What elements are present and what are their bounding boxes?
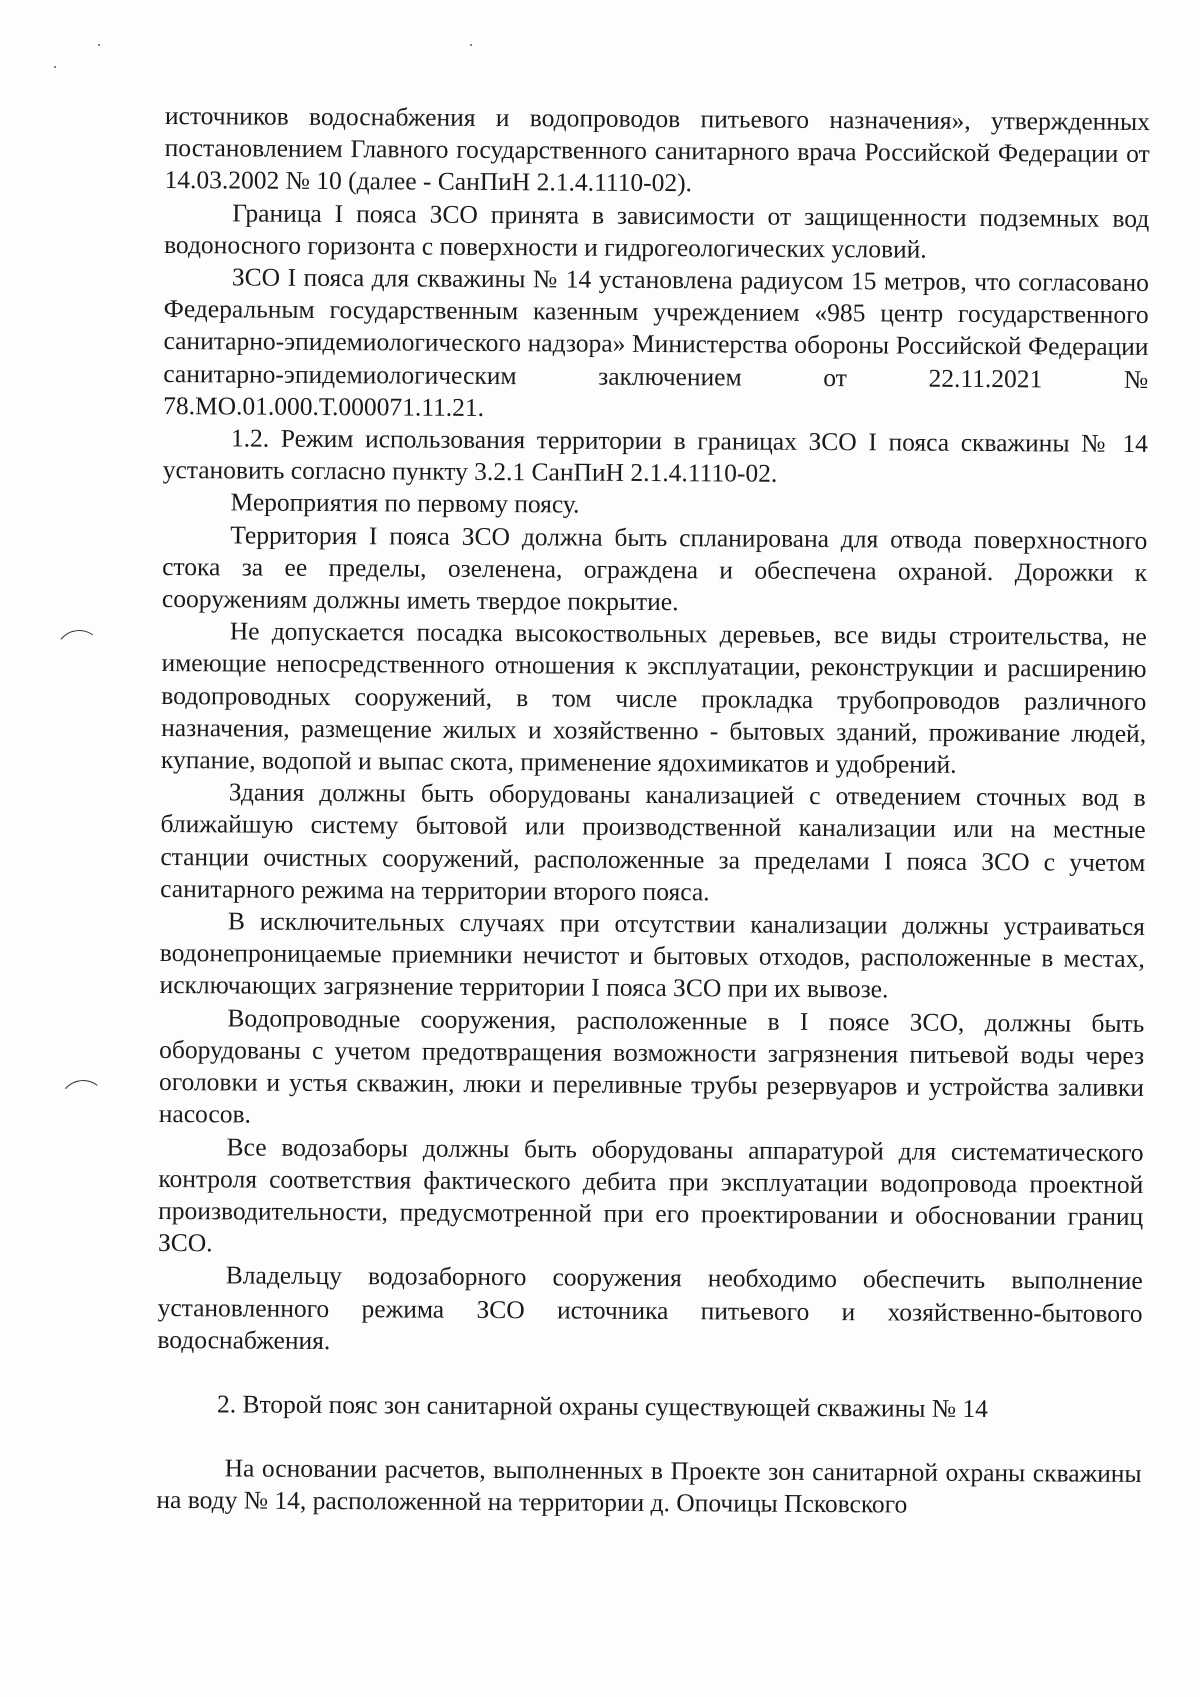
paragraph: Мероприятия по первому поясу. [230,487,580,519]
paragraph: Водопроводные сооружения, расположенные в I поясе ЗСО, должны быть оборудованы с учетом предотвращения возможности загрязнения питьевой воды через оголовки и устья скважин, люки и переливные трубы резервуаров и устройства заливки насосов. [158,1003,1145,1129]
paragraph: В исключительных случаях при отсутствии канализации должны устраиваться водонепроницаемые приемники нечистот и бытовых отходов, расположенные в местах, исключающих загрязнение территории I пояса ЗСО при их вывозе. [159,906,1146,1004]
paragraph: Не допускается посадка высокоствольных деревьев, все виды строительства, не имеющие непосредственного отношения к эксплуатации, реконструкции и расширению водопроводных сооружений, в том числе прокладка трубопроводов различного назначения, размещение жилых и хозяйственно - бытовых зданий, проживание людей, купание, водопой и выпас скота, применение ядохимикатов и удобрений. [160,616,1147,779]
scan-speck [98,44,100,46]
paragraph: На основании расчетов, выполненных в Проекте зон санитарной охраны скважины на воду № 14, расположенной на территории д. Опочицы Псковского [156,1453,1142,1519]
paragraph: Территория I пояса ЗСО должна быть спланирована для отвода поверхностного стока за ее пределы, озеленена, ограждена и обеспечена охраной. Дорожки к сооружениям должны иметь твердое покрытие. [161,520,1148,617]
hole-punch-mark [58,1078,108,1128]
section-heading: 2. Второй пояс зон санитарной охраны существующей скважины № 14 [216,1389,989,1423]
scan-speck [470,44,472,46]
paragraph: Здания должны быть оборудованы канализацией с отведением сточных вод в ближайшую систему бытовой или производственной канализации или на местные станции очистных сооружений, расположенные за пределами I пояса ЗСО с учетом санитарного режима на территории второго пояса. [160,777,1146,907]
document-body [156,100,1150,1523]
hole-punch-mark [53,627,105,678]
paragraph: Все водозаборы должны быть оборудованы аппаратурой для систематического контроля соответствия фактического дебита при эксплуатации водопровода проектной производительности, предусмотренной при его проектировании и обосновании границ ЗСО. [157,1131,1144,1258]
paragraph: Граница I пояса ЗСО принята в зависимости от защищенности подземных вод водоносного горизонта с поверхности и гидрогеологических условий. [164,198,1150,264]
paragraph: ЗСО I пояса для скважины № 14 установлена радиусом 15 метров, что согласовано Федеральным государственным казенным учреждением «985 центр государственного санитарно-эпидемиологического надзора» Министерства обороны Российской Федерации санитарно-эпидемиологическим заключением от 22.11.2021 № 78.МО.01.000.Т.000071.11.21. [163,262,1149,422]
paragraph: 1.2. Режим использования территории в границах ЗСО I пояса скважины № 14 установить согласно пункту 3.2.1 СанПиН 2.1.4.1110-02. [162,423,1149,488]
paragraph: Владельцу водозаборного сооружения необходимо обеспечить выполнение установленного режима ЗСО источника питьевого и хозяйственно-бытового водоснабжения. [157,1260,1143,1355]
paragraph-continuation: источников водоснабжения и водопроводов питьевого назначения», утвержденных постановлением Главного государственного санитарного врача Российской Федерации от 14.03.2002 № 10 (далее - СанПиН 2.1.4.1110-02). [164,100,1150,198]
scan-speck [54,66,56,68]
